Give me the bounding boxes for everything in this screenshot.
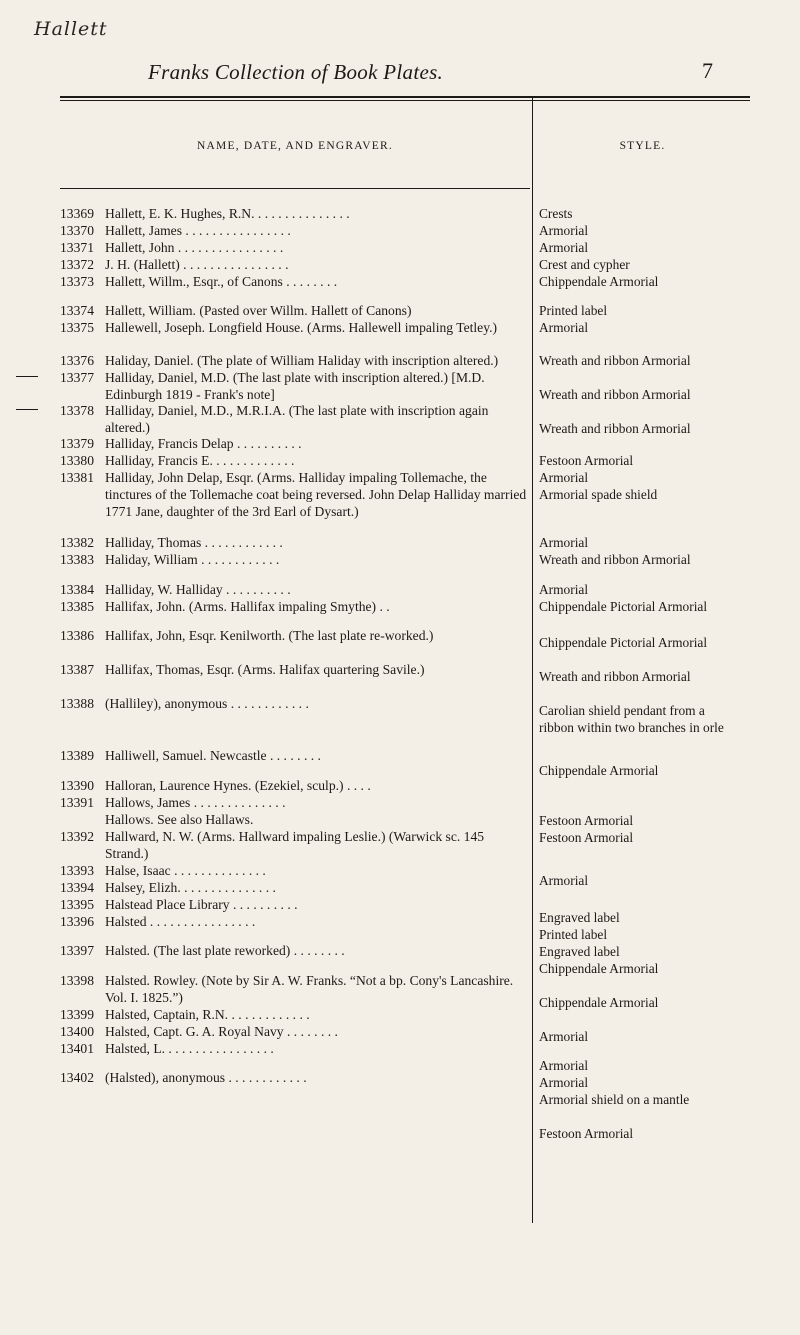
margin-marker bbox=[16, 409, 38, 410]
handwritten-annotation: Hallett bbox=[34, 18, 108, 40]
entry-text: Halliday, Francis E. . . . . . . . . . . . . bbox=[105, 453, 295, 468]
entry-text: Halsted. Rowley. (Note by Sir A. W. Franks. “Not a bp. Cony's Lancashire. Vol. I. 1825.”) bbox=[105, 973, 514, 1005]
style-cell: Crest and cypher bbox=[539, 257, 630, 272]
running-title: Franks Collection of Book Plates. bbox=[148, 60, 444, 84]
entry-number: 13381 bbox=[60, 470, 94, 485]
style-cell: Wreath and ribbon Armorial bbox=[539, 421, 691, 436]
style-cell: Crests bbox=[539, 206, 573, 221]
entry-number: 13386 bbox=[60, 628, 94, 643]
entry-text: Hallett, William. (Pasted over Willm. Hallett of Canons) bbox=[105, 303, 412, 318]
entry-number: 13384 bbox=[60, 582, 94, 597]
entry-text: Halliday, Thomas . . . . . . . . . . . . bbox=[105, 535, 283, 550]
entry-number: 13375 bbox=[60, 320, 94, 335]
style-cell: Printed label bbox=[539, 927, 608, 942]
entry-number: 13373 bbox=[60, 274, 94, 289]
entry-number: 13399 bbox=[60, 1007, 94, 1022]
style-cell: Chippendale Armorial bbox=[539, 961, 659, 976]
entry-text: Hallett, John . . . . . . . . . . . . . . . . bbox=[105, 240, 284, 255]
entry-number: 13393 bbox=[60, 863, 94, 878]
style-cell: Engraved label bbox=[539, 910, 620, 925]
entry-number: 13397 bbox=[60, 943, 94, 958]
entry-text: Halsted . . . . . . . . . . . . . . . . bbox=[105, 914, 256, 929]
style-cell: Armorial bbox=[539, 535, 589, 550]
entry-text: (Halsted), anonymous . . . . . . . . . . . . bbox=[105, 1070, 307, 1085]
entry-number: 13377 bbox=[60, 370, 94, 385]
style-cell: Chippendale Armorial bbox=[539, 274, 659, 289]
style-cell: Armorial bbox=[539, 240, 589, 255]
style-cell: Chippendale Pictorial Armorial bbox=[539, 635, 708, 650]
entry-number: 13390 bbox=[60, 778, 94, 793]
entry-number: 13389 bbox=[60, 748, 94, 763]
entry-text: Halsey, Elizh. . . . . . . . . . . . . . . bbox=[105, 880, 276, 895]
entry-text: Halliday, Daniel, M.D., M.R.I.A. (The last plate with inscription again altered.) bbox=[105, 403, 489, 435]
column-heading-style: STYLE. bbox=[619, 140, 666, 152]
entry-text: Halse, Isaac . . . . . . . . . . . . . . bbox=[105, 863, 266, 878]
entry-text: Halsted, L. . . . . . . . . . . . . . . . . bbox=[105, 1041, 274, 1056]
entry-number: 13370 bbox=[60, 223, 94, 238]
style-cell: Engraved label bbox=[539, 944, 620, 959]
entry-number: 13378 bbox=[60, 403, 94, 418]
style-cell: Festoon Armorial bbox=[539, 830, 634, 845]
entry-text: J. H. (Hallett) . . . . . . . . . . . . . . . . bbox=[105, 257, 289, 272]
style-cell: Printed label bbox=[539, 303, 608, 318]
entry-text: Hallifax, Thomas, Esqr. (Arms. Halifax quartering Savile.) bbox=[105, 662, 425, 677]
entry-text: Halsted. (The last plate reworked) . . . . . . . . bbox=[105, 943, 345, 958]
style-cell: Wreath and ribbon Armorial bbox=[539, 353, 691, 368]
entry-text: Hallett, E. K. Hughes, R.N. . . . . . . . . . . . . . . bbox=[105, 206, 350, 221]
style-cell: Armorial bbox=[539, 1075, 589, 1090]
entry-number: 13385 bbox=[60, 599, 94, 614]
entry-number: 13380 bbox=[60, 453, 94, 468]
style-cell: Armorial bbox=[539, 1058, 589, 1073]
style-cell: Armorial bbox=[539, 320, 589, 335]
entry-text: Halsted, Capt. G. A. Royal Navy . . . . . . . . bbox=[105, 1024, 338, 1039]
entry-number: 13374 bbox=[60, 303, 94, 318]
entry-number: 13395 bbox=[60, 897, 94, 912]
entry-text: Halsted, Captain, R.N. . . . . . . . . . . . . bbox=[105, 1007, 310, 1022]
entry-text: Haliday, William . . . . . . . . . . . . bbox=[105, 552, 280, 567]
entry-number: 13383 bbox=[60, 552, 94, 567]
entry-number: 13400 bbox=[60, 1024, 94, 1039]
entry-text: Halloran, Laurence Hynes. (Ezekiel, sculp.) . . . . bbox=[105, 778, 371, 793]
entry-text: Haliday, Daniel. (The plate of William Haliday with inscription altered.) bbox=[105, 353, 499, 368]
style-cell: Armorial bbox=[539, 470, 589, 485]
style-cell: Armorial spade shield bbox=[539, 487, 658, 502]
entry-number: 13391 bbox=[60, 795, 94, 810]
entry-number: 13376 bbox=[60, 353, 94, 368]
entry-text: Halliwell, Samuel. Newcastle . . . . . . . . bbox=[105, 748, 321, 763]
entry-number: 13371 bbox=[60, 240, 94, 255]
style-cell: Festoon Armorial bbox=[539, 453, 634, 468]
entry-text: Hallewell, Joseph. Longfield House. (Arms. Hallewell impaling Tetley.) bbox=[105, 320, 498, 335]
style-cell: Wreath and ribbon Armorial bbox=[539, 669, 691, 684]
style-cell: Armorial bbox=[539, 1029, 589, 1044]
style-cell: Carolian shield pendant from a ribbon within two branches in orle bbox=[539, 703, 724, 735]
entry-text: Hallward, N. W. (Arms. Hallward impaling Leslie.) (Warwick sc. 145 Strand.) bbox=[105, 829, 485, 861]
style-cell: Armorial bbox=[539, 582, 589, 597]
entry-text: Halliday, W. Halliday . . . . . . . . . . bbox=[105, 582, 291, 597]
column-heading-name: NAME, DATE, AND ENGRAVER. bbox=[197, 140, 393, 152]
margin-marker bbox=[16, 376, 38, 377]
top-subrule bbox=[60, 100, 750, 101]
top-rule bbox=[60, 96, 750, 98]
entry-text: Hallifax, John. (Arms. Hallifax impaling Smythe) . . bbox=[105, 599, 390, 614]
style-cell: Chippendale Pictorial Armorial bbox=[539, 599, 708, 614]
style-cell: Wreath and ribbon Armorial bbox=[539, 552, 691, 567]
entry-number: 13372 bbox=[60, 257, 94, 272]
entry-number: 13387 bbox=[60, 662, 94, 677]
entry-text: Hallows. See also Hallaws. bbox=[105, 812, 254, 827]
column-divider bbox=[532, 98, 533, 1223]
entry-text: Halliday, John Delap, Esqr. (Arms. Halliday impaling Tollemache, the tinctures of the Tollemache coat being reversed. John Delap Halliday married 1771 Jane, daughter of the 3rd Earl of Dysart.) bbox=[105, 470, 527, 519]
style-cell: Festoon Armorial bbox=[539, 1126, 634, 1141]
style-cell: Wreath and ribbon Armorial bbox=[539, 387, 691, 402]
entry-number: 13369 bbox=[60, 206, 94, 221]
page-number: 7 bbox=[702, 58, 713, 83]
entry-number: 13379 bbox=[60, 436, 94, 451]
style-cell: Armorial bbox=[539, 873, 589, 888]
entry-text: Hallows, James . . . . . . . . . . . . . . bbox=[105, 795, 286, 810]
entry-number: 13388 bbox=[60, 696, 94, 711]
entry-text: Halstead Place Library . . . . . . . . . . bbox=[105, 897, 298, 912]
entry-text: Halliday, Francis Delap . . . . . . . . . . bbox=[105, 436, 302, 451]
entry-number: 13398 bbox=[60, 973, 94, 988]
heading-rule bbox=[60, 188, 530, 189]
entry-text: Hallett, Willm., Esqr., of Canons . . . . . . . . bbox=[105, 274, 338, 289]
entry-number: 13401 bbox=[60, 1041, 94, 1056]
style-cell: Chippendale Armorial bbox=[539, 995, 659, 1010]
entry-text: Hallifax, John, Esqr. Kenilworth. (The last plate re-worked.) bbox=[105, 628, 434, 643]
style-cell: Armorial bbox=[539, 223, 589, 238]
entry-number: 13394 bbox=[60, 880, 94, 895]
entry-text: Hallett, James . . . . . . . . . . . . . . . . bbox=[105, 223, 291, 238]
entry-number: 13392 bbox=[60, 829, 94, 844]
style-cell: Chippendale Armorial bbox=[539, 763, 659, 778]
entry-text: Halliday, Daniel, M.D. (The last plate with inscription altered.) [M.D. Edinburgh 1819 - Frank's note] bbox=[105, 370, 485, 402]
entry-number: 13382 bbox=[60, 535, 94, 550]
style-cell: Armorial shield on a mantle bbox=[539, 1092, 690, 1107]
entry-number: 13402 bbox=[60, 1070, 94, 1085]
entry-number: 13396 bbox=[60, 914, 94, 929]
entry-text: (Halliley), anonymous . . . . . . . . . . . . bbox=[105, 696, 309, 711]
style-cell: Festoon Armorial bbox=[539, 813, 634, 828]
